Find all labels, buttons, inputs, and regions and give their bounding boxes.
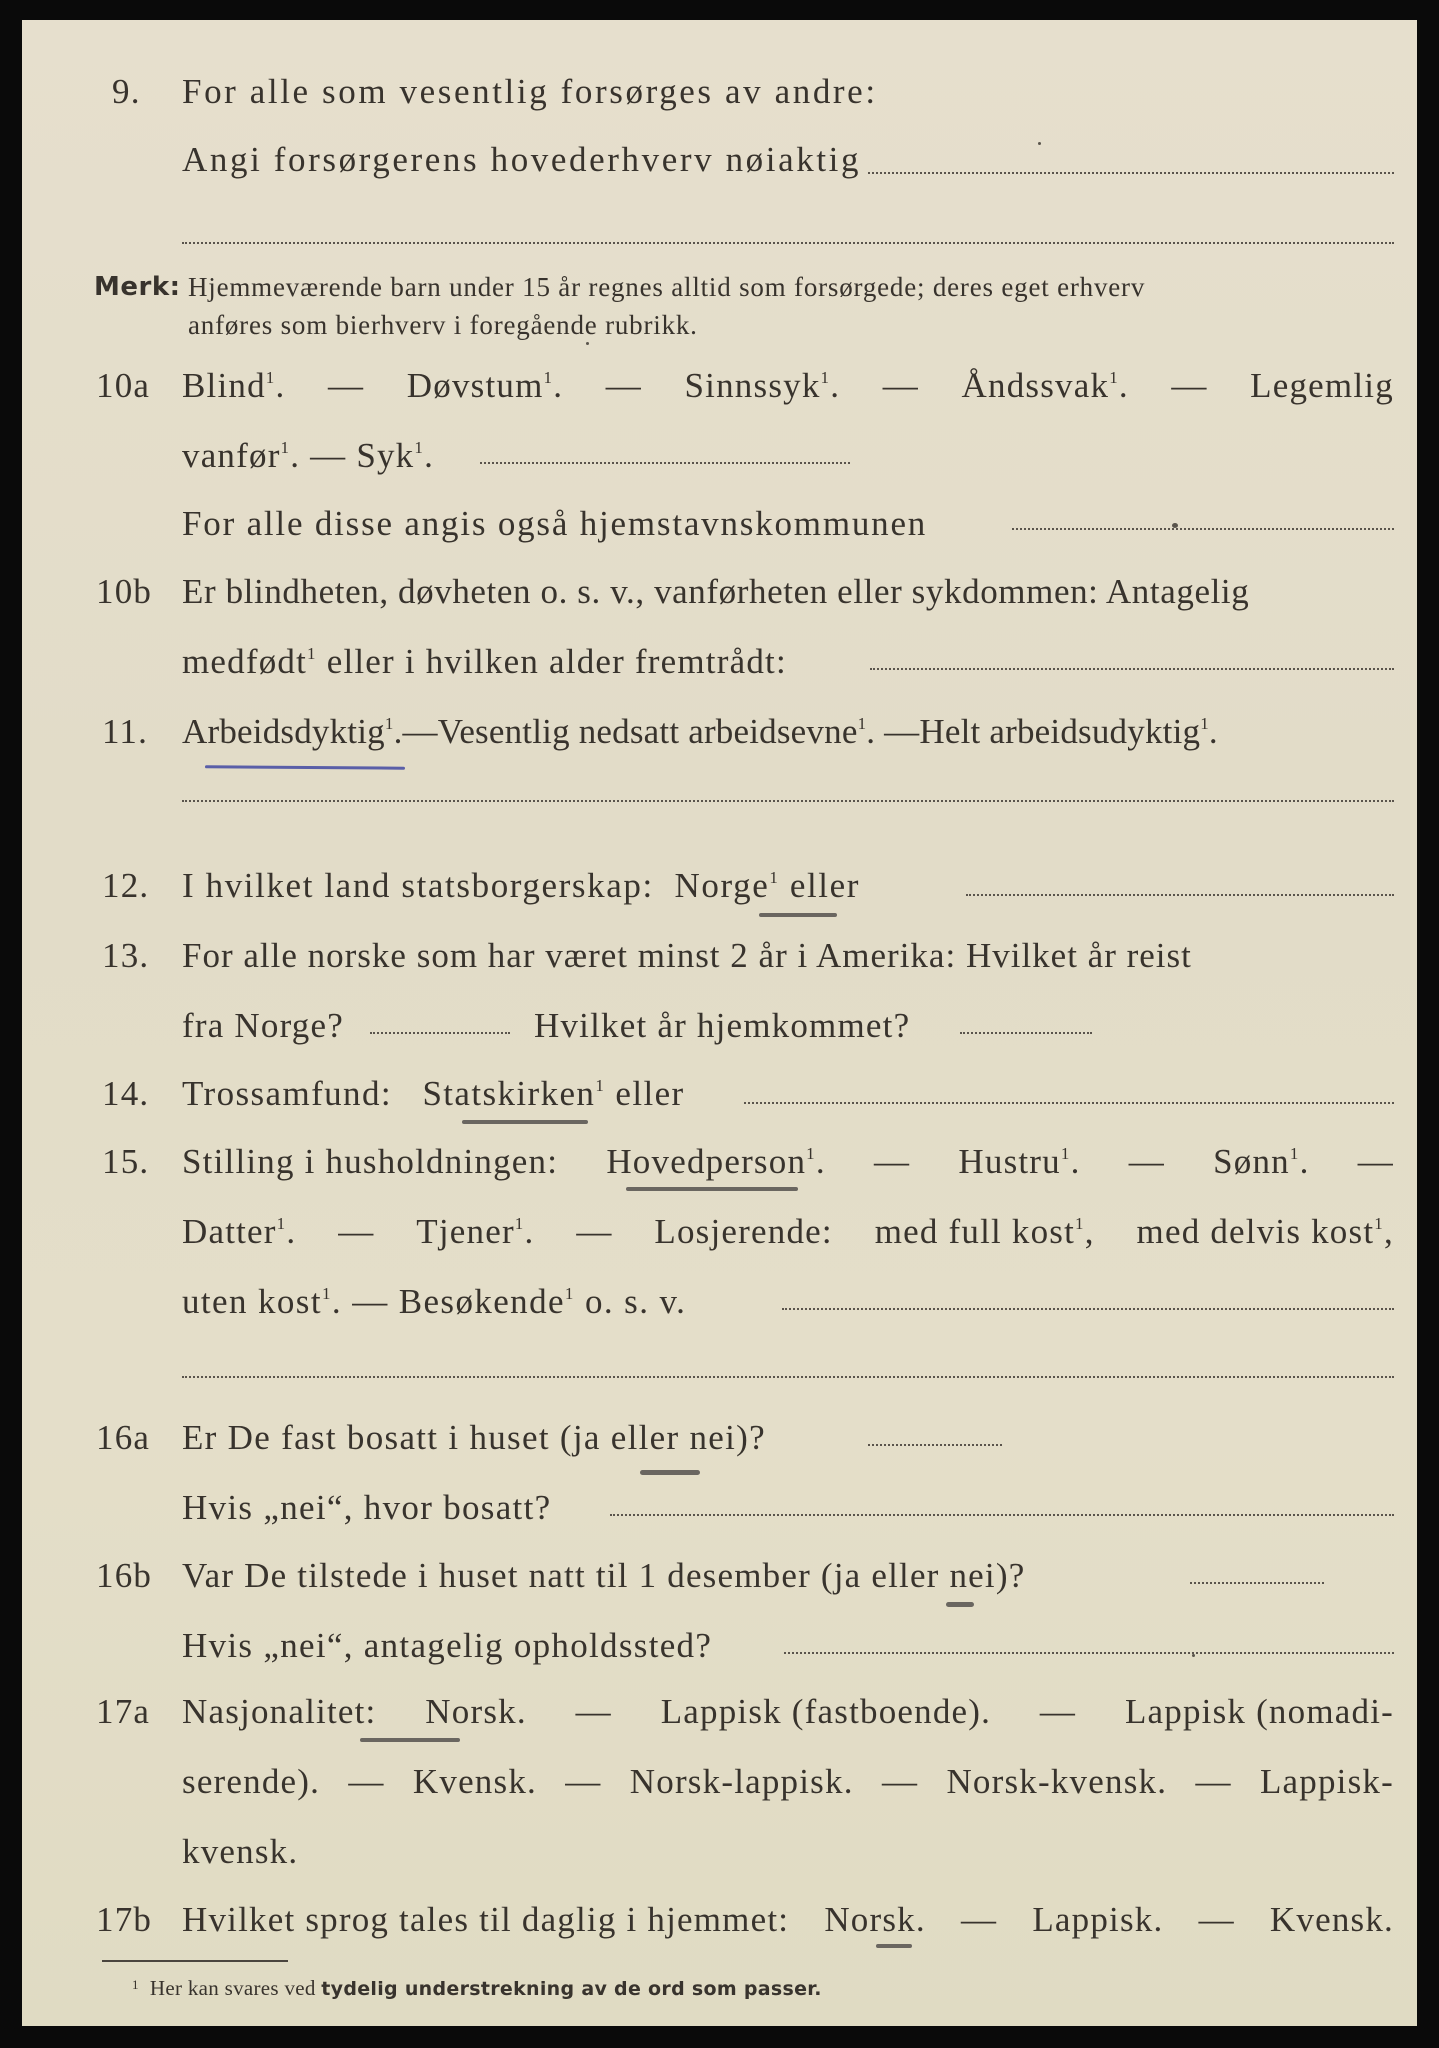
resident-question: Er De fast bosatt i huset (ja eller nei)?: [182, 1418, 766, 1457]
option-lappisk-fastboende[interactable]: Lappisk (fastboende).: [660, 1692, 992, 1731]
household-position-field[interactable]: [782, 1308, 1394, 1310]
option-nedsatt-arbeidsevne[interactable]: Vesentlig nedsatt arbeidsevne$^1$.: [437, 712, 876, 751]
option-tjener[interactable]: Tjener$^1$.: [416, 1212, 535, 1251]
option-lappisk-kvensk[interactable]: Lappisk-: [1259, 1762, 1394, 1801]
option-andssvak[interactable]: Åndssvak$^1$.: [961, 366, 1129, 405]
religion-eller: eller: [615, 1074, 685, 1113]
option-delvis-kost[interactable]: med delvis kost$^1$,: [1136, 1212, 1394, 1251]
america-question: For alle norske som har været minst 2 år i Amerika: Hvilket år reist: [182, 936, 1192, 975]
item-number: 12.: [102, 866, 150, 905]
whereabouts-field[interactable]: [784, 1652, 1394, 1654]
option-datter[interactable]: Datter$^1$.: [182, 1212, 297, 1251]
ink-speck: [1172, 523, 1178, 528]
item-number: 16b: [96, 1556, 153, 1595]
household-position-label: Stilling i husholdningen:: [182, 1142, 559, 1181]
home-municipality-label: For alle disse angis også hjemstavnskommunen: [182, 504, 928, 543]
option-besokende[interactable]: Besøkende$^1$: [398, 1282, 575, 1321]
whereabouts-label: Hvis „nei“, antagelig opholdssted?: [182, 1626, 713, 1665]
citizenship-label: I hvilket land statsborgerskap:: [182, 866, 654, 905]
losjerende-label: Losjerende:: [654, 1212, 833, 1251]
option-arbeidsdyktig[interactable]: Arbeidsdyktig$^1$.: [182, 712, 403, 751]
paper-speck: [1192, 1654, 1195, 1657]
item-number: 14.: [102, 1074, 150, 1113]
option-vanfor[interactable]: vanfør$^1$.: [182, 436, 301, 475]
home-municipality-field[interactable]: [1012, 528, 1394, 530]
citizenship-field[interactable]: [966, 894, 1394, 896]
option-hustru[interactable]: Hustru$^1$.: [958, 1142, 1081, 1181]
option-sonn[interactable]: Sønn$^1$.: [1213, 1142, 1310, 1181]
resident-where-field[interactable]: [610, 1514, 1394, 1516]
item-number: 17b: [96, 1900, 153, 1939]
footnote: [132, 1976, 822, 2001]
footnote-rule: [102, 1960, 288, 1962]
item-number: 17a: [96, 1692, 151, 1731]
option-lappisk-nomadiserende[interactable]: Lappisk (nomadi-: [1124, 1692, 1394, 1731]
osv-label: o. s. v.: [584, 1282, 687, 1321]
religion-label: Trossamfund:: [182, 1074, 392, 1113]
option-medfodt[interactable]: medfødt$^1$: [182, 642, 317, 681]
option-dovstum[interactable]: Døvstum$^1$.: [406, 366, 564, 405]
census-form-page: 9. For alle som vesentlig forsørges av andre: Angi forsørgerens hovederhverv nøiaktig Merk: Hjemmeværende barn under 15 år regnes alltid som forsørgede; deres eget erhverv anføres som bierhverv i foregående rubrikk. 10a Blind$^1$. — Døvstum$^1$. — Sinnssyk$^1$. — Åndssvak$^1$. — Legemlig vanfør$^1$. — Syk$^1$. For alle disse angis også hjemstavnskommunen 10b Er blindheten, døvheten o. s. v., vanførheten eller sykdommen: Antagelig medfødt$^1$ eller i hvilken alder fremtrådt: 11. Arbeidsdyktig$^1$.—Vesentlig nedsatt arbeidsevne$^1$. —Helt arbeidsudyktig$^1$. 12. I hvilket land statsborgerskap: Norge$^1$ eller 13. For alle norske som har været minst 2 år i Amerika: Hvilket år reist fra Norge? Hvilket år hjemkommet? 14. Trossamfund: Statskirken$^1$ eller 15. Stilling i husholdningen: Hovedperson$^1$. — Hustru$^1$. — Sønn$^1$. — Datter$^1$. — Tjener$^1$. — Losjerende: med full kost$^1$, med delvis kost$^1$, uten kost$^1$. — Besøkende$^1$ o. s. v. 16a Er De fast bosatt i huset (ja eller nei)? Hvis „nei“, hvor bosatt? 16b Var De tilstede i huset natt til 1 desember (ja eller nei)? Hvis „nei“, antagelig opholdssted? 17a Nasjonalitet: Norsk. — Lappisk (fastboende). — Lappisk (nomadi- serende). — Kvensk. — Norsk-lappisk. — Norsk-kvensk. — Lappisk- kvensk. 17b Hvilket sprog tales til daglig i hjemmet: Norsk. — Lappisk. — Kvensk. $^1$ Her kan svares ved tydelig understrekning av de ord som passer.: [22, 20, 1417, 2026]
handwritten-underline: [759, 913, 837, 917]
handwritten-underline: [876, 1944, 912, 1948]
item-number: 15.: [102, 1142, 150, 1181]
item-number: 16a: [96, 1418, 151, 1457]
item-10b-question: Er blindheten, døvheten o. s. v., vanførheten eller sykdommen: Antagelig: [182, 572, 1250, 611]
item-9-provider-label: Angi forsørgerens hovederhverv nøiaktig: [182, 140, 862, 179]
merk-note-line2: anføres som bierhverv i foregående rubrikk.: [188, 310, 698, 340]
option-full-kost[interactable]: med full kost$^1$,: [874, 1212, 1095, 1251]
item-number: 9.: [112, 72, 141, 111]
provider-occupation-field-line2[interactable]: [182, 242, 1394, 244]
option-blind[interactable]: Blind$^1$.: [182, 366, 286, 405]
handwritten-underline: [640, 1470, 700, 1475]
emigrated-year-label: fra Norge?: [182, 1006, 344, 1045]
item-9-question: For alle som vesentlig forsørges av andre:: [182, 72, 878, 111]
handwritten-underline: [462, 1120, 588, 1124]
merk-note-line1: Hjemmeværende barn under 15 år regnes alltid som forsørgede; deres eget erhverv: [188, 272, 1146, 302]
option-norsk-kvensk[interactable]: Norsk-kvensk.: [946, 1762, 1168, 1801]
disability-field[interactable]: [480, 462, 850, 464]
footnote-text: Her kan svares ved: [149, 1976, 316, 2000]
option-norsk[interactable]: Norsk.: [425, 1692, 527, 1731]
present-question: Var De tilstede i huset natt til 1 desember (ja eller nei)?: [182, 1556, 1026, 1595]
religion-field[interactable]: [744, 1102, 1394, 1104]
option-syk[interactable]: Syk$^1$.: [356, 436, 435, 475]
provider-occupation-field[interactable]: [868, 172, 1394, 174]
merk-label: Merk:: [94, 272, 181, 302]
household-position-field-line2[interactable]: [182, 1376, 1394, 1378]
item-number: 10a: [96, 366, 151, 405]
present-answer-field[interactable]: [1190, 1582, 1324, 1584]
option-sinnssyk[interactable]: Sinnssyk$^1$.: [684, 366, 841, 405]
handwritten-underline-blue: [205, 765, 405, 769]
option-uten-kost[interactable]: uten kost$^1$.: [182, 1282, 343, 1321]
option-kvensk[interactable]: Kvensk.: [412, 1762, 537, 1801]
option-lappisk[interactable]: Lappisk.: [1032, 1900, 1164, 1939]
returned-year-field[interactable]: [960, 1032, 1092, 1034]
option-norsk[interactable]: Norsk.: [824, 1900, 926, 1939]
handwritten-underline: [360, 1738, 460, 1742]
item-11-field[interactable]: [182, 800, 1394, 802]
onset-age-field[interactable]: [870, 668, 1394, 670]
option-arbeidsudyktig[interactable]: Helt arbeidsudyktig$^1$.: [919, 712, 1218, 751]
paper-speck: [1038, 142, 1041, 145]
item-number: 13.: [102, 936, 150, 975]
handwritten-mark: [946, 1602, 974, 1607]
option-hovedperson[interactable]: Hovedperson$^1$.: [606, 1142, 826, 1181]
citizenship-eller: eller: [789, 866, 860, 905]
handwritten-underline: [626, 1187, 798, 1191]
resident-answer-field[interactable]: [868, 1444, 1002, 1446]
nationality-label: Nasjonalitet:: [182, 1692, 377, 1731]
paper-speck: [586, 342, 589, 345]
option-kvensk[interactable]: Kvensk.: [1269, 1900, 1394, 1939]
returned-year-label: Hvilket år hjemkommet?: [534, 1006, 911, 1045]
home-language-label: Hvilket sprog tales til daglig i hjemmet:: [182, 1900, 790, 1939]
footnote-bold-text: tydelig understrekning av de ord som passer.: [321, 1978, 822, 2000]
onset-age-label: eller i hvilken alder fremtrådt:: [326, 642, 787, 681]
option-legemlig[interactable]: Legemlig: [1250, 366, 1394, 405]
option-statskirken[interactable]: Statskirken$^1$: [422, 1074, 606, 1113]
footnote-mark: 1: [132, 1977, 139, 1992]
option-norsk-lappisk[interactable]: Norsk-lappisk.: [629, 1762, 854, 1801]
emigrated-year-field[interactable]: [370, 1032, 510, 1034]
item-number: 11.: [102, 712, 149, 751]
resident-where-label: Hvis „nei“, hvor bosatt?: [182, 1488, 552, 1527]
option-norge[interactable]: Norge$^1$: [674, 866, 780, 905]
item-number: 10b: [96, 572, 153, 611]
